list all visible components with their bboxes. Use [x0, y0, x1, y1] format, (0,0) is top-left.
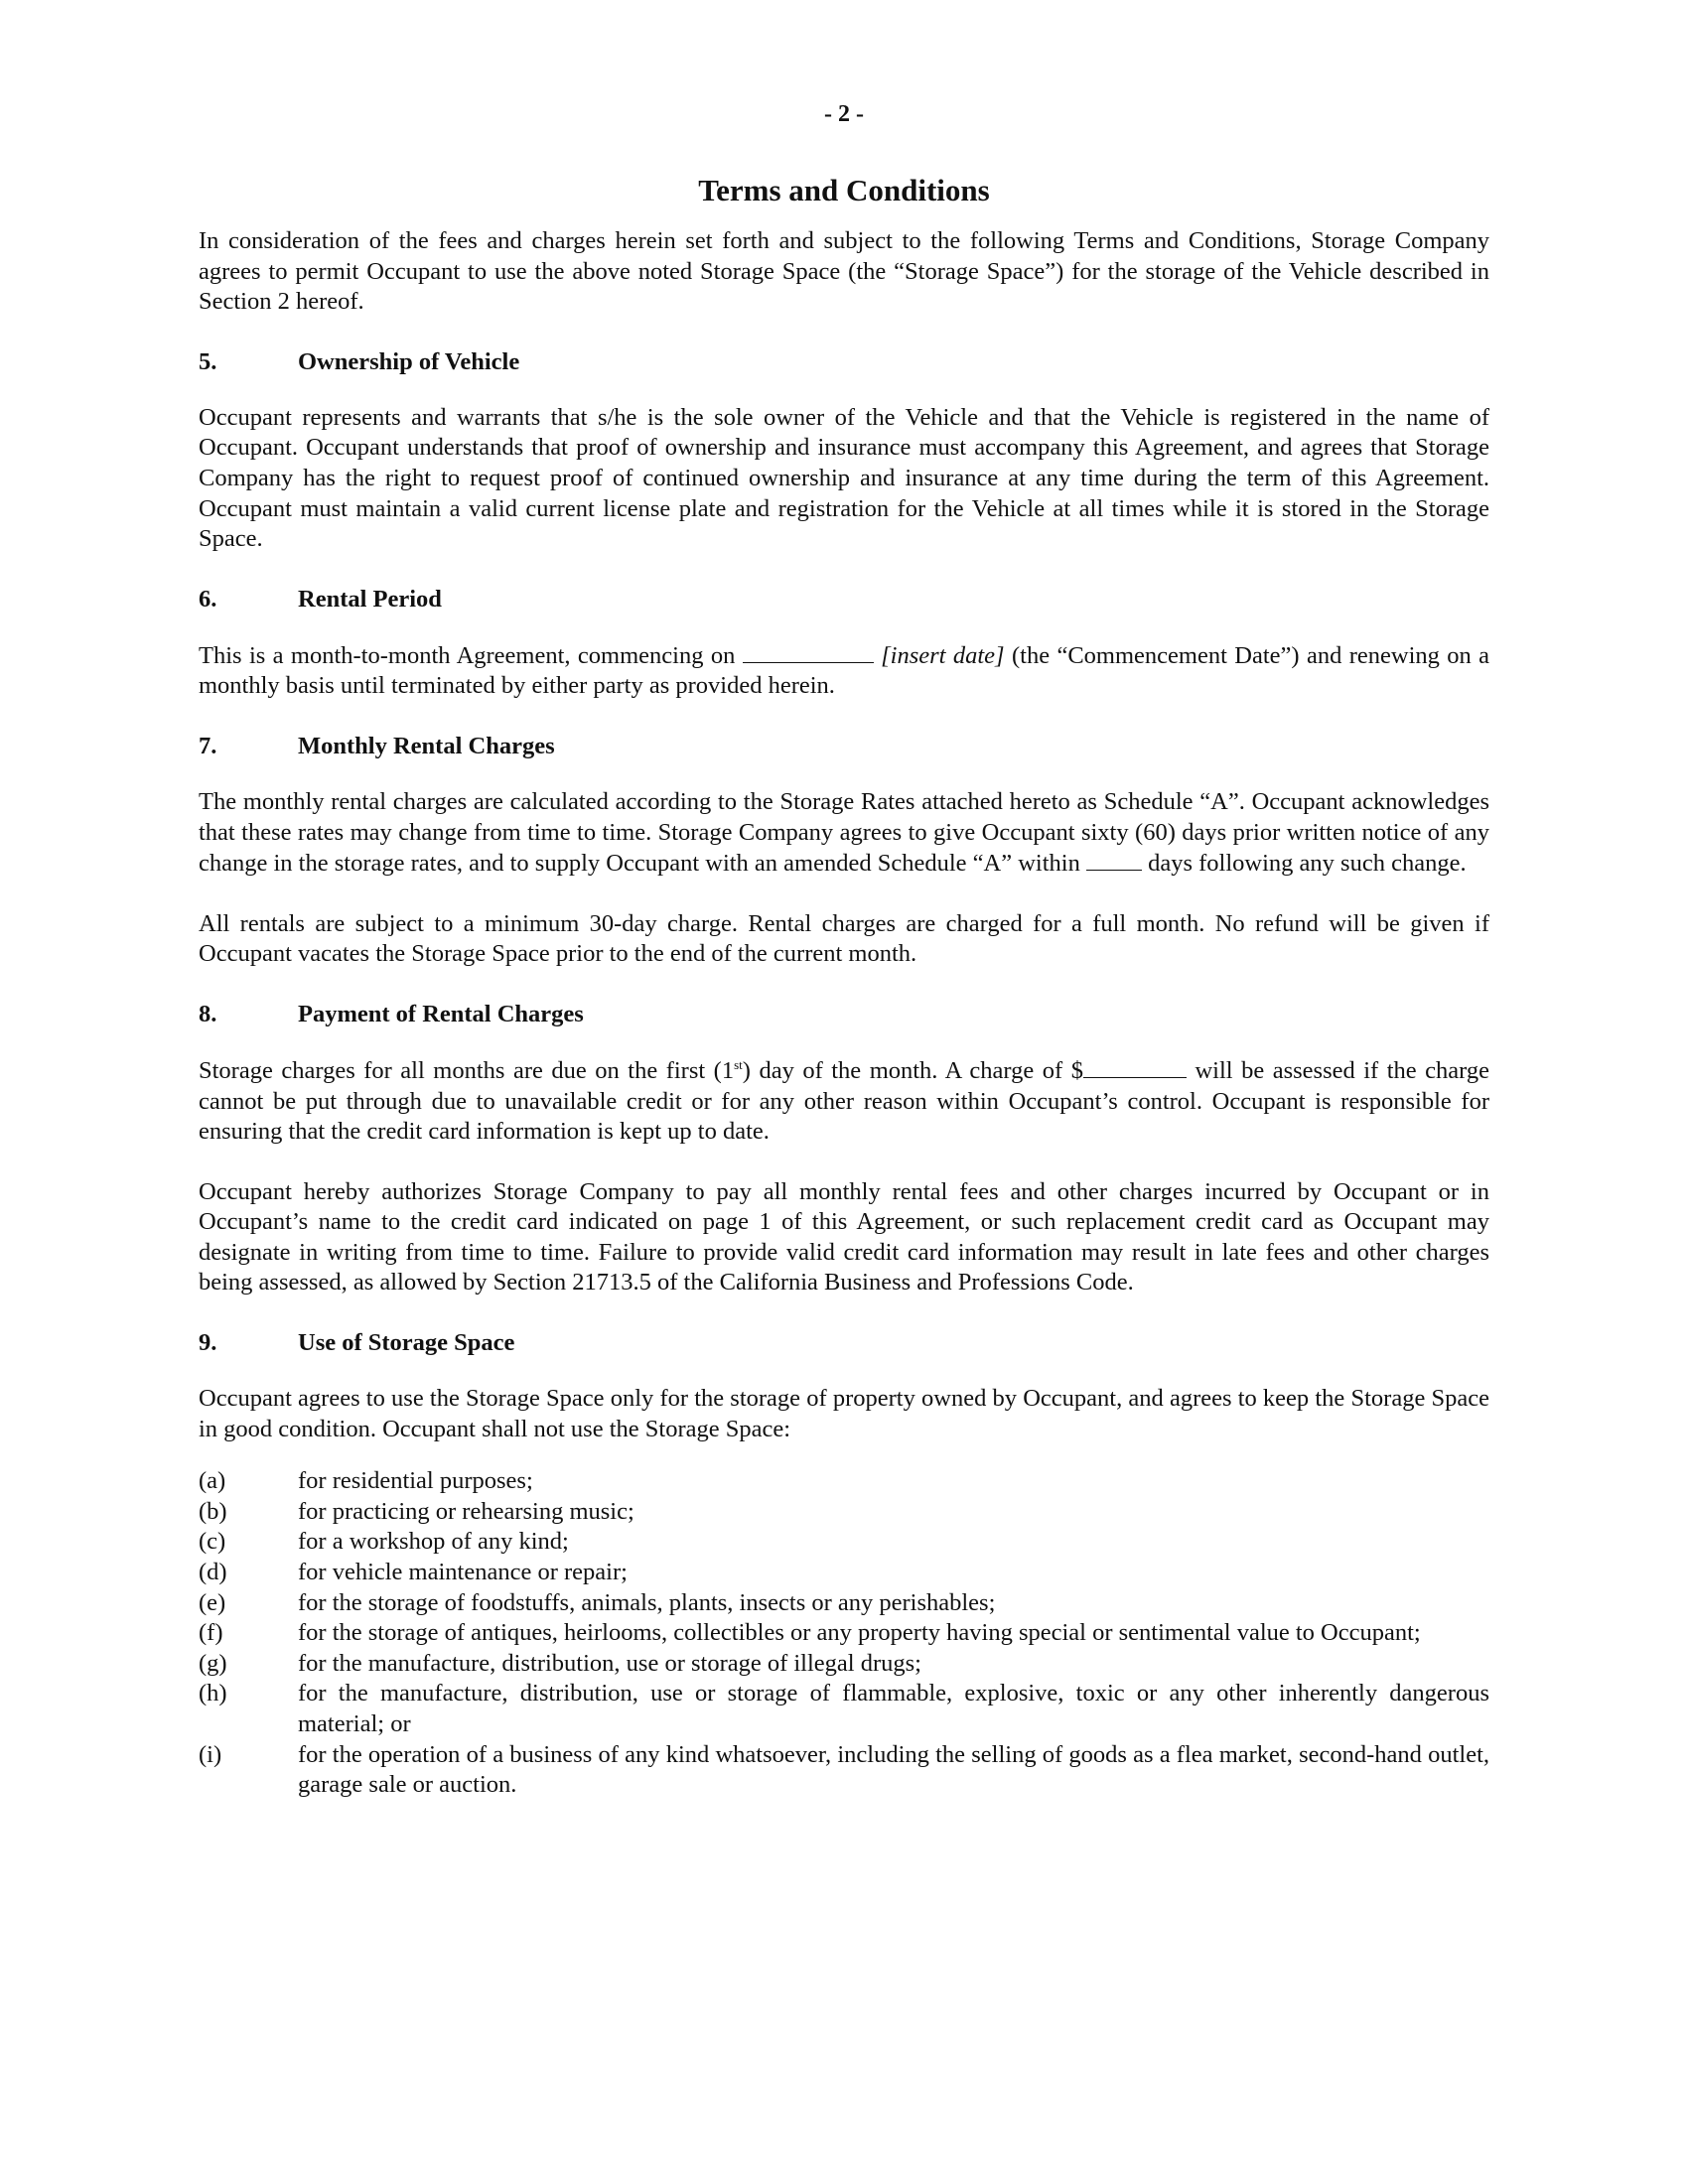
list-marker: (h): [199, 1680, 227, 1707]
section-5-heading: [199, 347, 1489, 377]
section-title: Ownership of Vehicle: [298, 347, 520, 375]
list-marker: (d): [199, 1559, 227, 1586]
section-title: Payment of Rental Charges: [298, 1000, 584, 1027]
list-item: [199, 1466, 1489, 1497]
list-text: for the operation of a business of any kind whatsoever, including the selling of goods as a flea market, second-hand outlet, garage sale or auction.: [298, 1740, 1489, 1799]
list-marker: (i): [199, 1740, 222, 1768]
list-text: for vehicle maintenance or repair;: [298, 1559, 628, 1586]
document-page: [199, 99, 1489, 1801]
list-text: for a workshop of any kind;: [298, 1528, 569, 1556]
list-item: [199, 1679, 1489, 1739]
charge-amount-blank[interactable]: [1083, 1055, 1187, 1078]
list-marker: (b): [199, 1497, 227, 1525]
section-number: 7.: [199, 732, 217, 759]
body-text: (the “Commencement Date”) and renewing on a monthly basis until terminated by either party as provided herein.: [199, 641, 1490, 700]
list-text: for the manufacture, distribution, use or storage of illegal drugs;: [298, 1649, 921, 1677]
list-text: for residential purposes;: [298, 1467, 533, 1495]
section-8-heading: [199, 1000, 1489, 1029]
section-number: 9.: [199, 1329, 217, 1357]
section-number: 6.: [199, 585, 217, 613]
section-5-body: Occupant represents and warrants that s/he is the sole owner of the Vehicle and that the Vehicle is registered in the name of Occupant. Occupant understands that proof of ownership and insurance must accompany this Agreement, and agrees that Storage Company has the right to request proof of continued ownership and insurance at any time during the term of this Agreement. Occupant must maintain a valid current license plate and registration for the Vehicle at all times while it is stored in the Storage Space.: [199, 403, 1489, 553]
section-7-para-2: All rentals are subject to a minimum 30-day charge. Rental charges are charged for a full month. No refund will be given if Occupant vacates the Storage Space prior to the end of the current month.: [199, 909, 1489, 968]
section-6-body: [199, 640, 1489, 702]
insert-date-placeholder: [insert date]: [881, 641, 1005, 669]
list-item: [199, 1527, 1489, 1558]
ordinal-suffix: st: [734, 1056, 743, 1072]
body-text: will be assessed if the charge cannot be put through due to unavailable credit or for any other reason within Occupant’s control. Occupant is responsible for ensuring that the credit card information is kept up to date.: [199, 1056, 1489, 1146]
page-number: - 2 -: [824, 101, 864, 127]
list-item: [199, 1649, 1489, 1680]
section-8-para-2: Occupant hereby authorizes Storage Company to pay all monthly rental fees and other charges incurred by Occupant or in Occupant’s name to the credit card indicated on page 1 of this Agreement, or such replacement credit card as Occupant may designate in writing from time to time. Failure to provide valid credit card information may result in late fees and other charges being assessed, as allowed by Section 21713.5 of the California Business and Professions Code.: [199, 1177, 1489, 1297]
section-title: Monthly Rental Charges: [298, 732, 555, 759]
list-item: [199, 1740, 1489, 1801]
section-title: Use of Storage Space: [298, 1329, 515, 1357]
document-title: Terms and Conditions: [698, 173, 990, 207]
list-marker: (c): [199, 1528, 226, 1556]
list-text: for practicing or rehearsing music;: [298, 1497, 634, 1525]
section-9-heading: [199, 1328, 1489, 1358]
section-number: 5.: [199, 347, 217, 375]
commencement-date-blank[interactable]: [743, 640, 874, 663]
section-9-intro: Occupant agrees to use the Storage Space only for the storage of property owned by Occupant, and agrees to keep the Storage Space in good condition. Occupant shall not use the Storage Space:: [199, 1385, 1489, 1442]
list-marker: (f): [199, 1619, 223, 1647]
list-marker: (a): [199, 1467, 226, 1495]
prohibited-uses-list: [199, 1466, 1489, 1801]
list-text: for the manufacture, distribution, use or storage of flammable, explosive, toxic or any other inherently dangerous material; or: [298, 1680, 1489, 1737]
list-marker: (g): [199, 1649, 227, 1677]
list-marker: (e): [199, 1588, 226, 1616]
section-8-para-1: [199, 1055, 1489, 1148]
section-number: 8.: [199, 1000, 217, 1027]
list-item: [199, 1497, 1489, 1528]
list-item: [199, 1558, 1489, 1588]
list-text: for the storage of foodstuffs, animals, plants, insects or any perishables;: [298, 1588, 996, 1616]
body-text: ) day of the month. A charge of $: [742, 1056, 1083, 1084]
section-title: Rental Period: [298, 585, 442, 613]
list-item: [199, 1588, 1489, 1619]
body-text: This is a month-to-month Agreement, commencing on: [199, 641, 736, 669]
section-6-heading: [199, 585, 1489, 614]
body-text: The monthly rental charges are calculated according to the Storage Rates attached hereto as Schedule “A”. Occupant acknowledges that these rates may change from time to time. Storage Company agrees to give Occupant sixty (60) days prior written notice of any change in the storage rates, and to supply Occupant with an amended Schedule “A” within: [199, 787, 1489, 878]
section-7-heading: [199, 732, 1489, 761]
body-text: days following any such change.: [1148, 850, 1467, 878]
body-text: Storage charges for all months are due on the first (1: [199, 1056, 735, 1084]
intro-paragraph: In consideration of the fees and charges herein set forth and subject to the following Terms and Conditions, Storage Company agrees to permit Occupant to use the above noted Storage Space (the “Storage Space”) for the storage of the Vehicle described in Section 2 hereof.: [199, 227, 1489, 316]
list-text: for the storage of antiques, heirlooms, collectibles or any property having special or sentimental value to Occupant;: [298, 1619, 1421, 1647]
list-item: [199, 1618, 1489, 1649]
days-blank[interactable]: [1086, 848, 1142, 871]
section-7-para-1: [199, 787, 1489, 880]
